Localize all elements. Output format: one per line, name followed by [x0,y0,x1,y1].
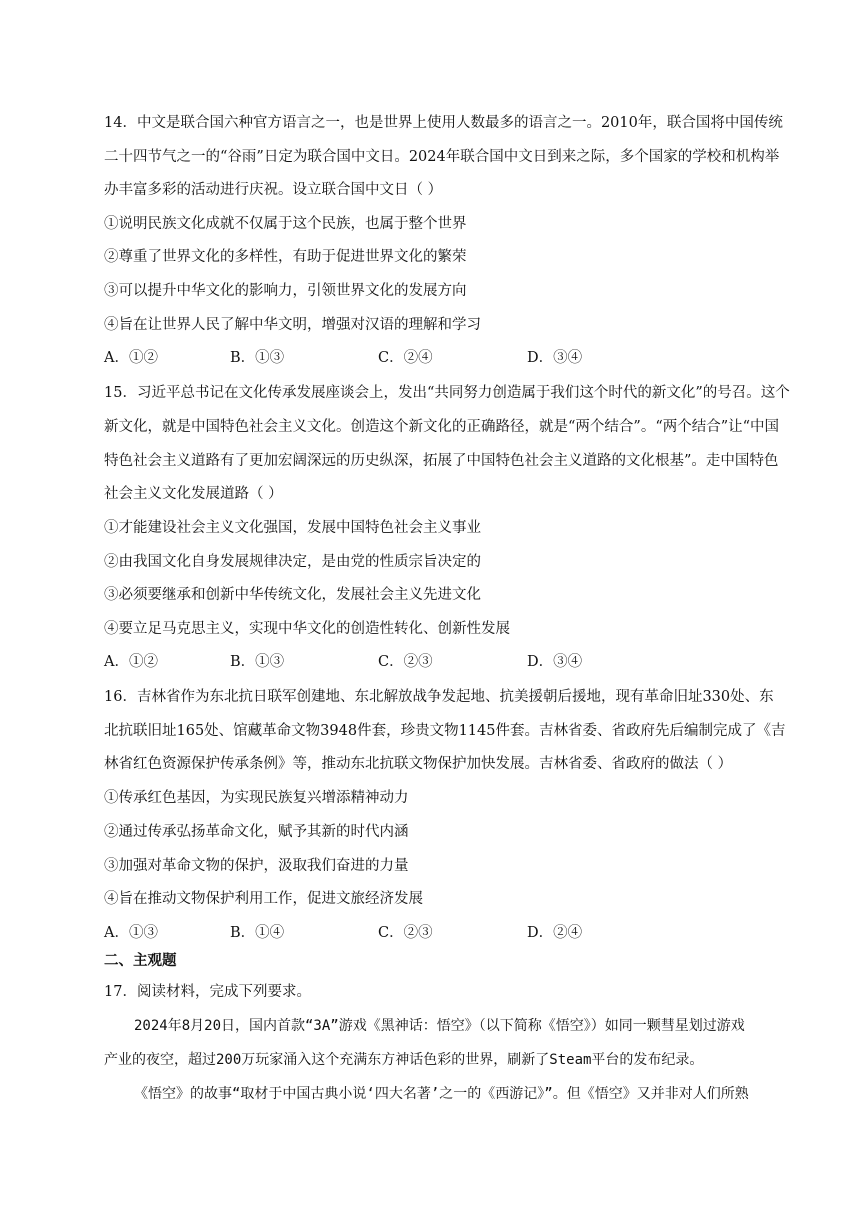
q15-statement-3: ③必须要继承和创新中华传统文化，发展社会主义先进文化 [104,587,481,603]
q15-statement-2: ②由我国文化自身发展规律决定，是由党的性质宗旨决定的 [104,554,481,570]
q14-line-3: 办丰富多彩的活动进行庆祝。设立联合国中文日（ ） [104,182,443,198]
q15-line-4: 社会主义文化发展道路（ ） [104,486,283,502]
q16-line-3: 林省红色资源保护传承条例》等，推动东北抗联文物保护加快发展。吉林省委、省政府的做法（ ） [104,756,733,772]
q16-option-a[interactable]: A．①③ [104,925,158,941]
q15-line-3: 特色社会主义道路有了更加宏阔深远的历史纵深，拓展了中国特色社会主义道路的文化根基”。走中国特色 [104,453,779,469]
q14-statement-2: ②尊重了世界文化的多样性，有助于促进世界文化的繁荣 [104,249,467,265]
q15-option-a[interactable]: A．①② [104,654,158,670]
q16-options [0,924,860,942]
q14-options [0,349,860,367]
q14-option-c[interactable]: C．②④ [378,350,433,366]
q16-line-1: 16．吉林省作为东北抗日联军创建地、东北解放战争发起地、抗美援朝后援地，现有革命旧址330处、东 [104,689,774,705]
q14-option-d[interactable]: D．③④ [527,350,583,366]
q15-statement-1: ①才能建设社会主义文化强国，发展中国特色社会主义事业 [104,520,481,536]
q15-line-2: 新文化，就是中国特色社会主义文化。创造这个新文化的正确路径，就是“两个结合”。“两个结合”让“中国 [104,419,780,435]
q15-option-b[interactable]: B．①③ [230,654,285,670]
q14-line-2: 二十四节气之一的“谷雨”日定为联合国中文日。2024年联合国中文日到来之际，多个国家的学校和机构举 [104,149,780,165]
q16-statement-1: ①传承红色基因，为实现民族复兴增添精神动力 [104,790,409,806]
q14-statement-4: ④旨在让世界人民了解中华文明，增强对汉语的理解和学习 [104,317,481,333]
q14-option-b[interactable]: B．①③ [230,350,285,366]
q17-intro: 17．阅读材料，完成下列要求。 [104,984,311,1000]
q16-line-2: 北抗联旧址165处、馆藏革命文物3948件套，珍贵文物1145件套。吉林省委、省政府先后编制完成了《吉 [104,723,786,739]
material-line-2: 产业的夜空，超过200万玩家涌入这个充满东方神话色彩的世界，刷新了Steam平台的发布纪录。 [104,1052,704,1068]
q16-statement-2: ②通过传承弘扬革命文化，赋予其新的时代内涵 [104,824,409,840]
q15-option-d[interactable]: D．③④ [527,654,583,670]
q14-option-a[interactable]: A．①② [104,350,158,366]
q15-line-1: 15．习近平总书记在文化传承发展座谈会上，发出“共同努力创造属于我们这个时代的新文化”的号召。这个 [104,385,790,401]
section-heading: 二、主观题 [104,952,177,969]
q15-statement-4: ④要立足马克思主义，实现中华文化的创造性转化、创新性发展 [104,621,510,637]
q16-statement-4: ④旨在推动文物保护利用工作，促进文旅经济发展 [104,891,423,907]
q16-statement-3: ③加强对革命文物的保护，汲取我们奋进的力量 [104,858,409,874]
material-line-1: 2024年8月20日，国内首款“3A”游戏《黑神话：悟空》（以下简称《悟空》）如同一颗彗星划过游戏 [134,1018,745,1034]
q14-line-1: 14．中文是联合国六种官方语言之一，也是世界上使用人数最多的语言之一。2010年，联合国将中国传统 [104,115,783,131]
q16-option-b[interactable]: B．①④ [230,925,285,941]
q14-statement-1: ①说明民族文化成就不仅属于这个民族，也属于整个世界 [104,216,467,232]
q15-option-c[interactable]: C．②③ [378,654,433,670]
q15-options [0,653,860,671]
material-line-3: 《悟空》的故事“取材于中国古典小说‘四大名著’之一的《西游记》”。但《悟空》又并非对人们所熟 [134,1086,749,1102]
q16-option-d[interactable]: D．②④ [527,925,583,941]
q14-statement-3: ③可以提升中华文化的影响力，引领世界文化的发展方向 [104,283,467,299]
q16-option-c[interactable]: C．②③ [378,925,433,941]
